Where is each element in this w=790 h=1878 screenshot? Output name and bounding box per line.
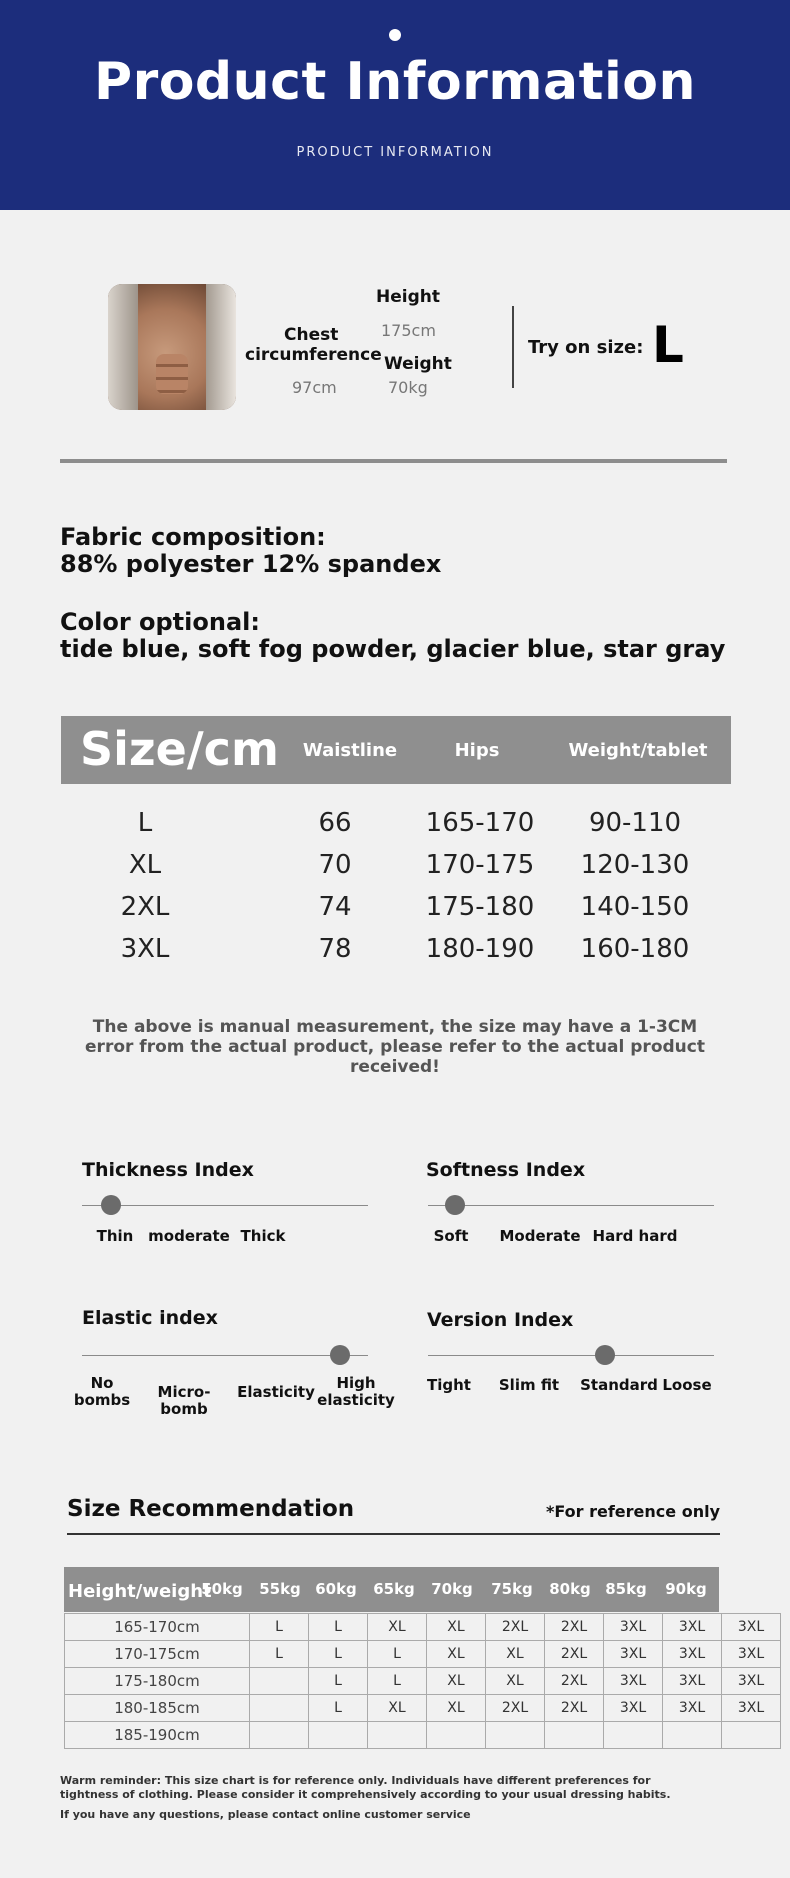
elastic-knob (330, 1345, 350, 1365)
size-cell (250, 1695, 309, 1722)
size-cell: L (368, 1668, 427, 1695)
try-on-label: Try on size: (528, 337, 644, 358)
measurement-note: The above is manual measurement, the size may have a 1-3CM error from the actual product, please refer to the actual product received! (85, 1017, 705, 1077)
waist-cell: 74 (318, 892, 352, 922)
thickness-index-title: Thickness Index (82, 1159, 254, 1181)
warm-reminder-line-1: Warm reminder: This size chart is for reference only. Individuals have different preferences for (60, 1774, 651, 1787)
size-cell: 3XL (663, 1641, 722, 1668)
weight-tablet-header: Weight/tablet (568, 740, 708, 761)
size-cell: L (250, 1641, 309, 1668)
size-cell (368, 1722, 427, 1749)
elastic-option: No bombs (73, 1374, 131, 1409)
size-cell: 3XL (722, 1641, 781, 1668)
size-cell: L (368, 1641, 427, 1668)
elastic-index-title: Elastic index (82, 1307, 218, 1329)
size-cell (545, 1722, 604, 1749)
size-cell: 3XL (120, 934, 170, 964)
model-photo (108, 284, 236, 410)
size-cell: 3XL (663, 1695, 722, 1722)
table-row (65, 1641, 781, 1668)
size-header: Size/cm (80, 722, 279, 776)
hips-cell: 180-190 (425, 934, 535, 964)
size-cell (250, 1668, 309, 1695)
size-cell: 3XL (663, 1614, 722, 1641)
softness-option: Soft (433, 1227, 469, 1245)
vertical-divider (512, 306, 514, 388)
size-cell: L (250, 1614, 309, 1641)
size-cell: L (137, 808, 153, 838)
height-weight-header: Height/weight (68, 1581, 212, 1602)
size-cell: XL (427, 1614, 486, 1641)
weight-label: Weight (384, 354, 452, 374)
height-value: 175cm (381, 321, 436, 340)
weight-header: 85kg (605, 1580, 647, 1598)
thickness-option: Thin (96, 1227, 134, 1245)
page-title: Product Information (93, 52, 697, 112)
waist-cell: 70 (318, 850, 352, 880)
size-cell: XL (427, 1695, 486, 1722)
version-option: Slim fit (498, 1376, 560, 1394)
size-cell: 3XL (722, 1614, 781, 1641)
size-cell: XL (486, 1641, 545, 1668)
hips-cell: 165-170 (425, 808, 535, 838)
weight-header: 55kg (259, 1580, 301, 1598)
thickness-track (82, 1205, 368, 1206)
size-cell: XL (427, 1641, 486, 1668)
size-cell (604, 1722, 663, 1749)
softness-track (428, 1205, 714, 1206)
waist-cell: 78 (318, 934, 352, 964)
size-cell: 3XL (604, 1614, 663, 1641)
fabric-value: 88% polyester 12% spandex (60, 550, 442, 578)
version-option: Loose (662, 1376, 712, 1394)
size-cell (427, 1722, 486, 1749)
size-cell: XL (486, 1668, 545, 1695)
size-cell: 3XL (722, 1668, 781, 1695)
recommendation-underline (67, 1533, 720, 1535)
contact-note: If you have any questions, please contact online customer service (60, 1808, 471, 1821)
softness-option: Moderate (499, 1227, 581, 1245)
weight-header: 70kg (431, 1580, 473, 1598)
weight-header: 60kg (315, 1580, 357, 1598)
softness-option: Hard hard (592, 1227, 678, 1245)
height-label: Height (376, 287, 440, 307)
size-cell: L (309, 1614, 368, 1641)
size-cell: XL (368, 1695, 427, 1722)
version-track (428, 1355, 714, 1356)
version-option: Standard (580, 1376, 658, 1394)
table-row (65, 1695, 781, 1722)
size-cell: 3XL (604, 1695, 663, 1722)
size-cell: 2XL (545, 1614, 604, 1641)
chest-value: 97cm (292, 378, 337, 397)
table-row (65, 1722, 781, 1749)
color-label: Color optional: (60, 608, 260, 636)
size-cell: 2XL (545, 1668, 604, 1695)
weight-header: 80kg (549, 1580, 591, 1598)
hips-header: Hips (454, 740, 500, 761)
size-cell (309, 1722, 368, 1749)
thickness-option: moderate (148, 1227, 230, 1245)
header-dot (389, 29, 401, 41)
weight-cell: 90-110 (588, 808, 682, 838)
size-cell: L (309, 1641, 368, 1668)
try-on-size: L (652, 316, 684, 374)
weight-header: 75kg (491, 1580, 533, 1598)
warm-reminder-line-2: tightness of clothing. Please consider it comprehensively according to your usual dressing habits. (60, 1788, 671, 1801)
height-cell: 180-185cm (65, 1695, 250, 1722)
hips-cell: 170-175 (425, 850, 535, 880)
table-row (65, 1614, 781, 1641)
waist-cell: 66 (318, 808, 352, 838)
size-cell: 3XL (722, 1695, 781, 1722)
chest-label: Chest (284, 325, 339, 345)
size-cell: L (309, 1668, 368, 1695)
size-cell: XL (368, 1614, 427, 1641)
size-cell (663, 1722, 722, 1749)
fabric-label: Fabric composition: (60, 523, 326, 551)
size-cell: 2XL (545, 1641, 604, 1668)
height-cell: 175-180cm (65, 1668, 250, 1695)
size-cell: 3XL (604, 1641, 663, 1668)
color-value: tide blue, soft fog powder, glacier blue, star gray (60, 635, 726, 663)
reference-note: *For reference only (546, 1502, 720, 1521)
page-subtitle: PRODUCT INFORMATION (296, 145, 494, 160)
elastic-option: Elasticity (237, 1383, 315, 1401)
weight-cell: 120-130 (580, 850, 690, 880)
size-cell: XL (128, 850, 162, 880)
size-cell (486, 1722, 545, 1749)
size-cell: 2XL (486, 1695, 545, 1722)
chest-label-2: circumference (245, 345, 382, 365)
size-cell: 2XL (545, 1695, 604, 1722)
size-cell: 2XL (486, 1614, 545, 1641)
size-cell: XL (427, 1668, 486, 1695)
size-cell: 3XL (604, 1668, 663, 1695)
waistline-header: Waistline (302, 740, 398, 761)
size-cell (250, 1722, 309, 1749)
elastic-option: High elasticity (317, 1374, 395, 1409)
hips-cell: 175-180 (425, 892, 535, 922)
size-recommendation-table (64, 1613, 781, 1749)
weight-value: 70kg (388, 378, 428, 397)
weight-header: 65kg (373, 1580, 415, 1598)
thickness-option: Thick (240, 1227, 286, 1245)
elastic-track (82, 1355, 368, 1356)
size-recommendation-title: Size Recommendation (67, 1496, 355, 1522)
softness-index-title: Softness Index (426, 1159, 586, 1181)
softness-knob (445, 1195, 465, 1215)
version-index-title: Version Index (427, 1309, 574, 1331)
thickness-knob (101, 1195, 121, 1215)
table-row (65, 1668, 781, 1695)
height-cell: 185-190cm (65, 1722, 250, 1749)
size-cell: 3XL (663, 1668, 722, 1695)
height-cell: 170-175cm (65, 1641, 250, 1668)
size-cell: 2XL (120, 892, 170, 922)
height-cell: 165-170cm (65, 1614, 250, 1641)
version-option: Tight (427, 1376, 471, 1394)
size-cell: L (309, 1695, 368, 1722)
weight-header: 50kg (201, 1580, 243, 1598)
version-knob (595, 1345, 615, 1365)
elastic-option: Micro-bomb (157, 1383, 211, 1418)
section-divider (60, 459, 727, 463)
weight-header: 90kg (665, 1580, 707, 1598)
size-cell (722, 1722, 781, 1749)
weight-cell: 160-180 (580, 934, 690, 964)
weight-cell: 140-150 (580, 892, 690, 922)
